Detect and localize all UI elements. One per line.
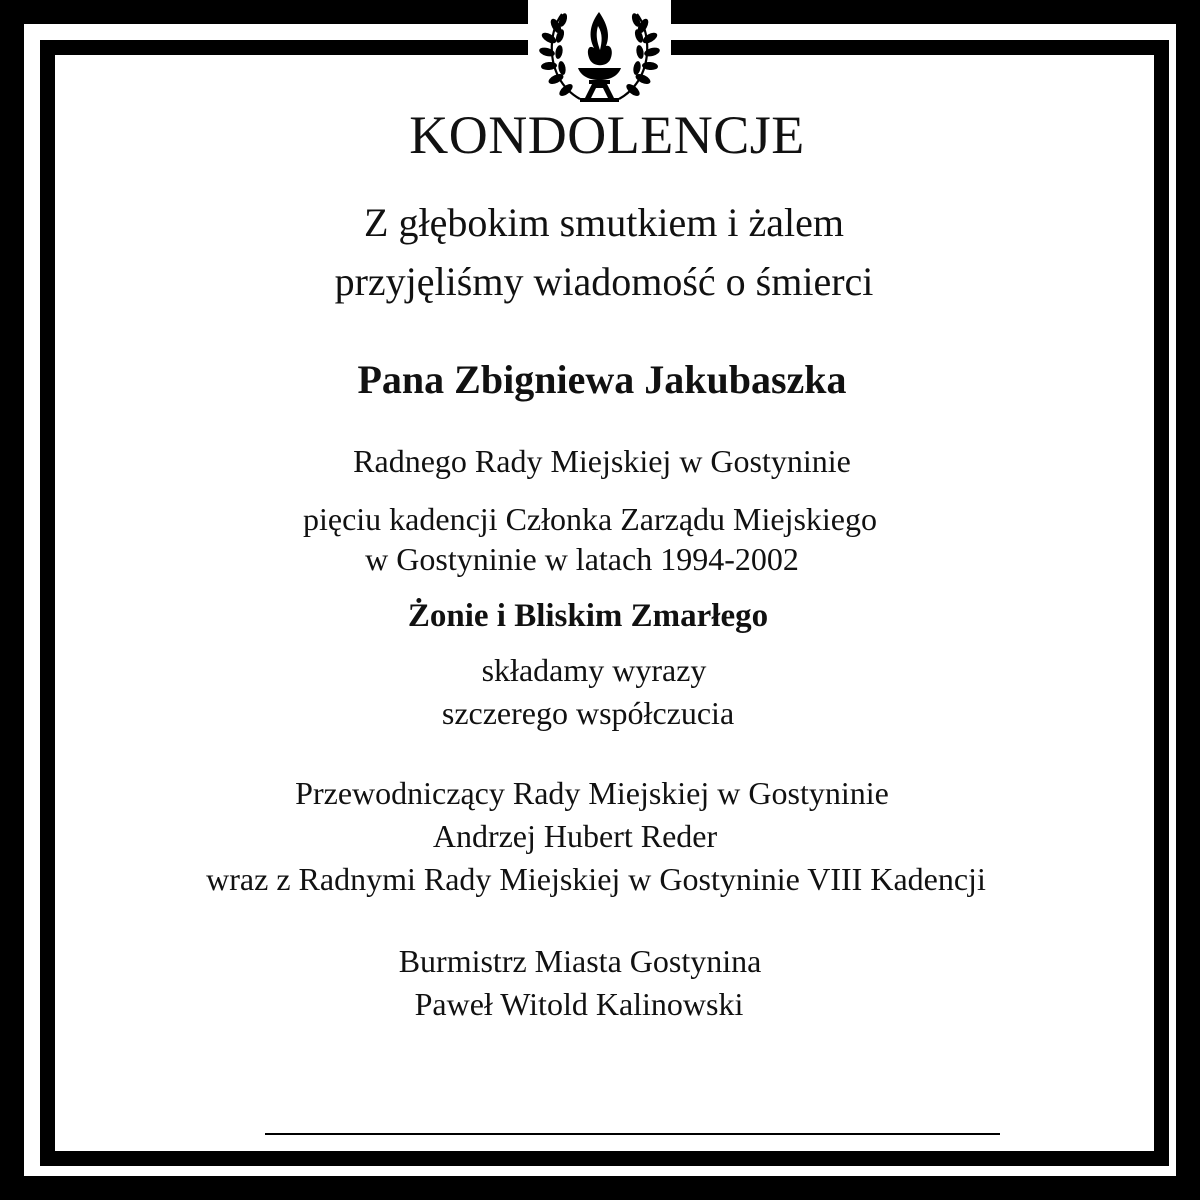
eternal-flame-laurel-icon bbox=[532, 4, 667, 104]
addressee-line: Żonie i Bliskim Zmarłego bbox=[407, 598, 769, 634]
council-chair-name: Andrzej Hubert Reder bbox=[432, 818, 718, 854]
role-line-1: Radnego Rady Miejskiej w Gostyninie bbox=[353, 443, 851, 479]
deceased-name: Pana Zbigniewa Jakubaszka bbox=[357, 357, 847, 402]
intro-line-2: przyjęliśmy wiadomość o śmierci bbox=[334, 259, 874, 304]
mayor-name: Paweł Witold Kalinowski bbox=[414, 986, 744, 1022]
bottom-fragment-marks bbox=[265, 1131, 1000, 1137]
condolence-line-2: szczerego współczucia bbox=[441, 695, 735, 731]
condolence-line-1: składamy wyrazy bbox=[481, 652, 707, 688]
card-title: KONDOLENCJE bbox=[409, 105, 805, 165]
council-members-line: wraz z Radnymi Rady Miejskiej w Gostyninie VIII Kadencji bbox=[206, 861, 986, 897]
role-line-3: w Gostyninie w latach 1994-2002 bbox=[365, 541, 799, 577]
mayor-title: Burmistrz Miasta Gostynina bbox=[398, 943, 762, 979]
role-line-2: pięciu kadencji Członka Zarządu Miejskiego bbox=[302, 501, 877, 537]
intro-line-1: Z głębokim smutkiem i żalem bbox=[364, 200, 844, 245]
council-chair-title: Przewodniczący Rady Miejskiej w Gostyninie bbox=[295, 775, 889, 811]
